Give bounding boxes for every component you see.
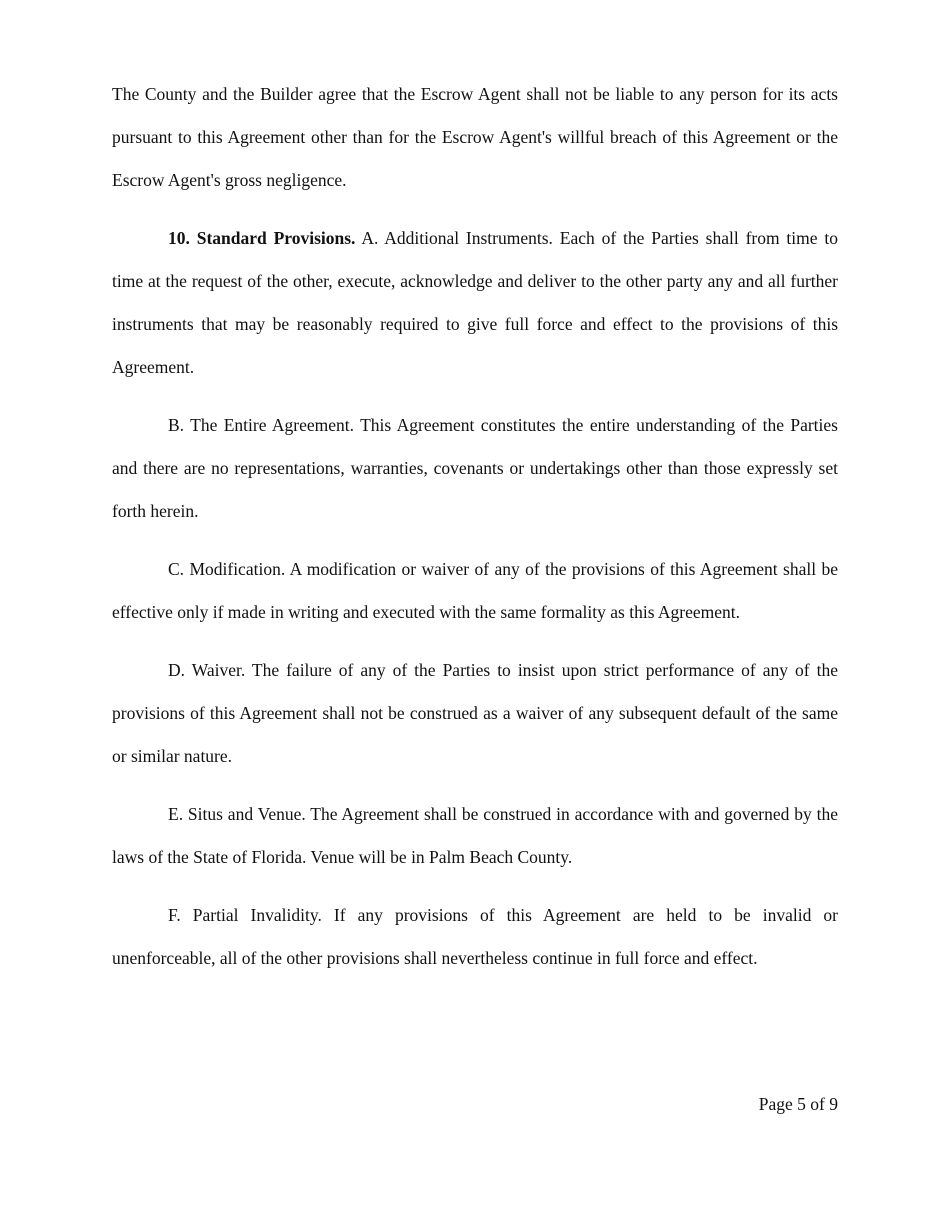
provision-a-text: A. Additional Instruments. Each of the Parties shall from time to time at the request of the other, execute, acknowledge and deliver to the other party any and all further instruments that may be reasonably required to give full force and effect to the provisions of this Agreement. [112, 228, 838, 377]
provision-b-paragraph: B. The Entire Agreement. This Agreement constitutes the entire understanding of the Parties and there are no representations, warranties, covenants or undertakings other than those expressly set forth herein. [112, 415, 838, 521]
section-10-paragraph [112, 217, 838, 389]
section-10-heading: 10. Standard Provisions. [168, 228, 356, 248]
provision-e-paragraph: E. Situs and Venue. The Agreement shall be construed in accordance with and governed by the laws of the State of Florida. Venue will be in Palm Beach County. [112, 804, 838, 867]
provision-c-paragraph: C. Modification. A modification or waiver of any of the provisions of this Agreement shall be effective only if made in writing and executed with the same formality as this Agreement. [112, 559, 838, 622]
escrow-liability-paragraph: The County and the Builder agree that the Escrow Agent shall not be liable to any person for its acts pursuant to this Agreement other than for the Escrow Agent's willful breach of this Agreement or the Escrow Agent's gross negligence. [112, 84, 838, 190]
document-body [112, 73, 838, 995]
provision-d-paragraph: D. Waiver. The failure of any of the Parties to insist upon strict performance of any of the provisions of this Agreement shall not be construed as a waiver of any subsequent default of the same or similar nature. [112, 660, 838, 766]
page-number: Page 5 of 9 [758, 1094, 838, 1114]
provision-f-paragraph: F. Partial Invalidity. If any provisions of this Agreement are held to be invalid or unenforceable, all of the other provisions shall nevertheless continue in full force and effect. [112, 905, 838, 968]
